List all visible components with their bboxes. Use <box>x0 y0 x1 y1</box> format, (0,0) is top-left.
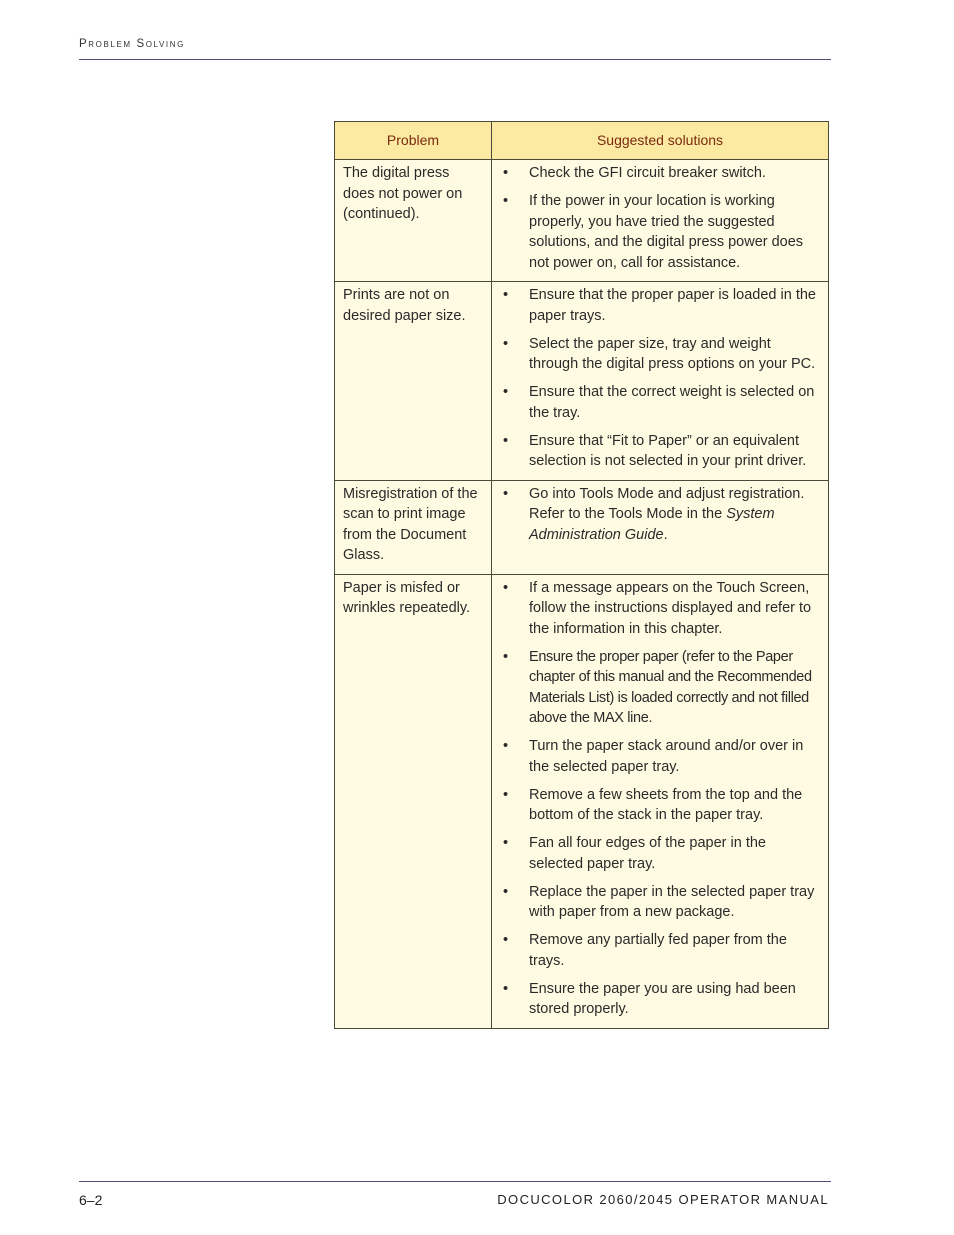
running-header: Problem Solving <box>79 38 185 50</box>
solutions-list <box>503 578 818 1020</box>
problem-cell: The digital press does not power on (continued). <box>335 160 492 282</box>
table-row <box>335 574 829 1028</box>
table-row <box>335 480 829 574</box>
problem-cell: Paper is misfed or wrinkles repeatedly. <box>335 574 492 1028</box>
solution-item: • Ensure the proper paper (refer to the Paper chapter of this manual and the Recommended Materials List) is loaded correctly and not filled above the MAX line. <box>503 647 818 729</box>
solution-item: • If the power in your location is working properly, you have tried the suggested solutions, and the digital press power does not power on, call for assistance. <box>503 191 818 273</box>
solution-item: • Check the GFI circuit breaker switch. <box>503 163 818 184</box>
solutions-list <box>503 484 818 546</box>
table-header-row <box>335 122 829 160</box>
solutions-cell <box>492 574 829 1028</box>
solutions-cell <box>492 160 829 282</box>
table-row <box>335 160 829 282</box>
guide-title: System Administration Guide <box>529 506 775 543</box>
solution-item: • Remove a few sheets from the top and the bottom of the stack in the paper tray. <box>503 785 818 826</box>
solutions-list <box>503 163 818 273</box>
solution-item: • Fan all four edges of the paper in the selected paper tray. <box>503 833 818 874</box>
solution-item: • Ensure the paper you are using had been stored properly. <box>503 979 818 1020</box>
problem-cell: Misregistration of the scan to print image from the Document Glass. <box>335 480 492 574</box>
problem-solutions-table <box>334 121 829 1029</box>
column-header-problem: Problem <box>335 122 492 160</box>
solution-item: • Turn the paper stack around and/or over in the selected paper tray. <box>503 736 818 777</box>
footer-rule <box>79 1181 831 1182</box>
solution-item: • Remove any partially fed paper from the trays. <box>503 930 818 971</box>
solution-item: • Ensure that the proper paper is loaded in the paper trays. <box>503 285 818 326</box>
solution-text-tail: . <box>663 526 668 543</box>
solution-item: • If a message appears on the Touch Screen, follow the instructions displayed and refer to the information in this chapter. <box>503 578 818 640</box>
manual-title: DOCUCOLOR 2060/2045 OPERATOR MANUAL <box>497 1192 829 1207</box>
page-number: 6–2 <box>79 1192 103 1208</box>
solution-item: • Select the paper size, tray and weight through the digital press options on your PC. <box>503 334 818 375</box>
solutions-list <box>503 285 818 472</box>
header-rule <box>79 59 831 60</box>
solutions-cell <box>492 282 829 481</box>
solution-text: Go into Tools Mode and adjust registration. Refer to the Tools Mode in the <box>529 485 805 522</box>
column-header-solutions: Suggested solutions <box>492 122 829 160</box>
problem-cell: Prints are not on desired paper size. <box>335 282 492 481</box>
solution-item: • Ensure that “Fit to Paper” or an equivalent selection is not selected in your print driver. <box>503 431 818 472</box>
solution-item <box>503 484 818 546</box>
solution-item: • Replace the paper in the selected paper tray with paper from a new package. <box>503 882 818 923</box>
solutions-cell <box>492 480 829 574</box>
table-row <box>335 282 829 481</box>
solution-item: • Ensure that the correct weight is selected on the tray. <box>503 382 818 423</box>
